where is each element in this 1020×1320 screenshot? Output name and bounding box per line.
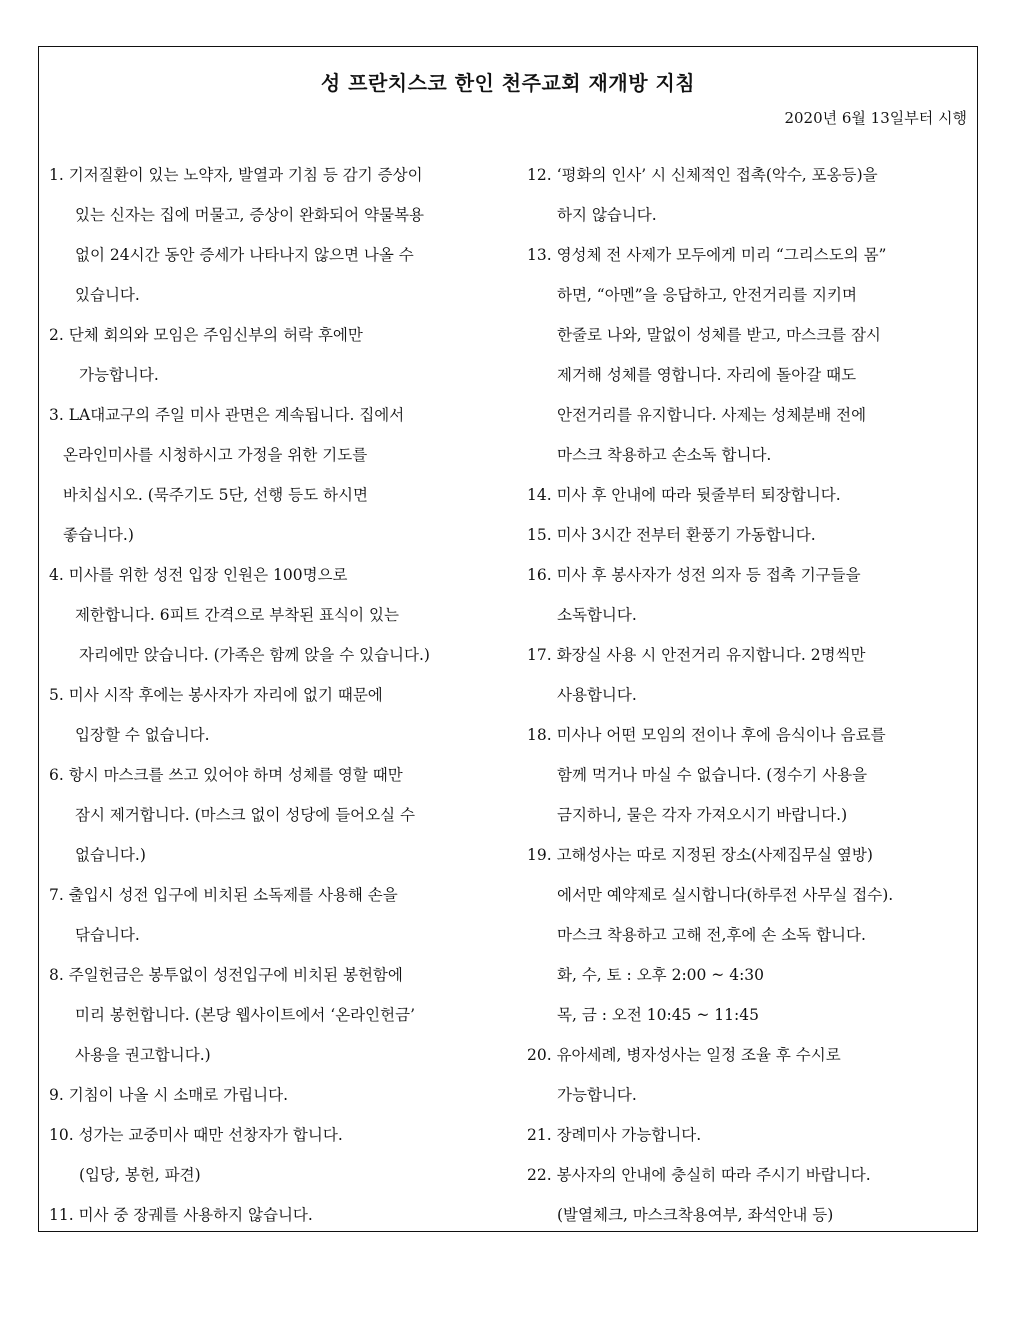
guideline-line: 있는 신자는 집에 머물고, 증상이 완화되어 약물복용 xyxy=(75,206,424,224)
document-frame xyxy=(38,46,978,1232)
guideline-line: 한줄로 나와, 말없이 성체를 받고, 마스크를 잠시 xyxy=(557,326,881,344)
guideline-line: 6. 항시 마스크를 쓰고 있어야 하며 성체를 영할 때만 xyxy=(49,766,403,784)
guideline-line: 9. 기침이 나올 시 소매로 가립니다. xyxy=(49,1086,289,1104)
guideline-line: 10. 성가는 교중미사 때만 선창자가 합니다. xyxy=(49,1126,343,1144)
guideline-line: 온라인미사를 시청하시고 가정을 위한 기도를 xyxy=(63,446,368,464)
guideline-line: 화, 수, 토 : 오후 2:00 ~ 4:30 xyxy=(557,966,765,984)
effective-date: 2020년 6월 13일부터 시행 xyxy=(784,109,967,127)
guideline-line: 제거해 성체를 영합니다. 자리에 돌아갈 때도 xyxy=(557,366,857,384)
guideline-line: 4. 미사를 위한 성전 입장 인원은 100명으로 xyxy=(49,566,348,584)
guideline-line: 16. 미사 후 봉사자가 성전 의자 등 접촉 기구들을 xyxy=(527,566,861,584)
guideline-line: 안전거리를 유지합니다. 사제는 성체분배 전에 xyxy=(557,406,867,424)
guideline-line: 사용을 권고합니다.) xyxy=(75,1046,211,1064)
guideline-line: (입당, 봉헌, 파견) xyxy=(79,1166,201,1184)
guideline-line: 15. 미사 3시간 전부터 환풍기 가동합니다. xyxy=(527,526,816,544)
guideline-line: 소독합니다. xyxy=(557,606,637,624)
guideline-line: 2. 단체 회의와 모임은 주임신부의 허락 후에만 xyxy=(49,326,363,344)
guideline-line: 20. 유아세례, 병자성사는 일정 조율 후 수시로 xyxy=(527,1046,841,1064)
guideline-line: 5. 미사 시작 후에는 봉사자가 자리에 없기 때문에 xyxy=(49,686,383,704)
guideline-line: 21. 장례미사 가능합니다. xyxy=(527,1126,702,1144)
guideline-line: 3. LA대교구의 주일 미사 관면은 계속됩니다. 집에서 xyxy=(49,406,405,424)
left-column xyxy=(49,155,514,1235)
guideline-line: 좋습니다.) xyxy=(63,526,134,544)
guideline-line: 미리 봉헌합니다. (본당 웹사이트에서 ‘온라인헌금’ xyxy=(75,1006,415,1024)
guideline-line: 14. 미사 후 안내에 따라 뒷줄부터 퇴장합니다. xyxy=(527,486,841,504)
guideline-line: 22. 봉사자의 안내에 충실히 따라 주시기 바랍니다. xyxy=(527,1166,871,1184)
document-title: 성 프란치스코 한인 천주교회 재개방 지침 xyxy=(320,71,696,95)
guideline-line: 가능합니다. xyxy=(557,1086,637,1104)
guideline-line: 가능합니다. xyxy=(79,366,159,384)
guideline-line: 잠시 제거합니다. (마스크 없이 성당에 들어오실 수 xyxy=(75,806,415,824)
guideline-line: 에서만 예약제로 실시합니다(하루전 사무실 접수). xyxy=(557,886,894,904)
guideline-line: 함께 먹거나 마실 수 없습니다. (정수기 사용을 xyxy=(557,766,868,784)
guideline-line: 1. 기저질환이 있는 노약자, 발열과 기침 등 감기 증상이 xyxy=(49,166,423,184)
guideline-line: 목, 금 : 오전 10:45 ~ 11:45 xyxy=(557,1006,759,1024)
guideline-line: 7. 출입시 성전 입구에 비치된 소독제를 사용해 손을 xyxy=(49,886,398,904)
guideline-line: 금지하니, 물은 각자 가져오시기 바랍니다.) xyxy=(557,806,848,824)
guideline-line: 자리에만 앉습니다. (가족은 함께 앉을 수 있습니다.) xyxy=(79,646,430,664)
guideline-line: 없이 24시간 동안 증세가 나타나지 않으면 나올 수 xyxy=(75,246,414,264)
guideline-line: 없습니다.) xyxy=(75,846,146,864)
guideline-line: 8. 주일헌금은 봉투없이 성전입구에 비치된 봉헌함에 xyxy=(49,966,403,984)
guideline-line: 제한합니다. 6피트 간격으로 부착된 표식이 있는 xyxy=(75,606,399,624)
guideline-line: 닦습니다. xyxy=(75,926,140,944)
guideline-line: 18. 미사나 어떤 모임의 전이나 후에 음식이나 음료를 xyxy=(527,726,886,744)
guideline-line: 하지 않습니다. xyxy=(557,206,657,224)
guideline-line: (발열체크, 마스크착용여부, 좌석안내 등) xyxy=(557,1206,834,1224)
guideline-line: 바치십시오. (묵주기도 5단, 선행 등도 하시면 xyxy=(63,486,368,504)
right-column xyxy=(527,155,972,1235)
guideline-line: 12. ‘평화의 인사’ 시 신체적인 접촉(악수, 포옹등)을 xyxy=(527,166,878,184)
guideline-line: 입장할 수 없습니다. xyxy=(75,726,210,744)
guideline-line: 하면, “아멘”을 응답하고, 안전거리를 지키며 xyxy=(557,286,857,304)
guideline-line: 13. 영성체 전 사제가 모두에게 미리 “그리스도의 몸” xyxy=(527,246,887,264)
guideline-line: 마스크 착용하고 손소독 합니다. xyxy=(557,446,772,464)
guideline-line: 17. 화장실 사용 시 안전거리 유지합니다. 2명씩만 xyxy=(527,646,866,664)
guideline-line: 11. 미사 중 장궤를 사용하지 않습니다. xyxy=(49,1206,313,1224)
guideline-line: 사용합니다. xyxy=(557,686,637,704)
guideline-line: 있습니다. xyxy=(75,286,140,304)
guideline-line: 마스크 착용하고 고해 전,후에 손 소독 합니다. xyxy=(557,926,866,944)
guideline-line: 19. 고해성사는 따로 지정된 장소(사제집무실 옆방) xyxy=(527,846,873,864)
